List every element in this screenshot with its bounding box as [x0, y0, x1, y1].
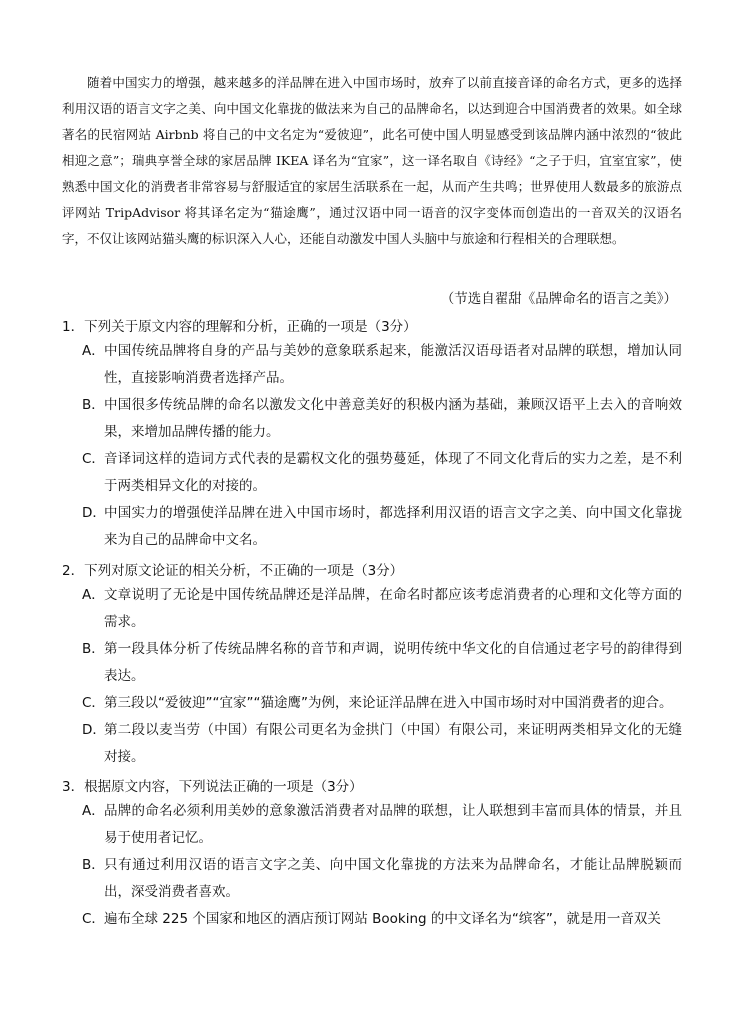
- passage-source: （节选自翟甜《品牌命名的语言之美》）: [440, 291, 677, 307]
- option-c: [82, 446, 682, 500]
- option-text: 中国很多传统品牌的命名以激发文化中善意美好的积极内涵为基础，兼顾汉语平上去入的音响效果，来增加品牌传播的能力。: [104, 397, 682, 440]
- option-text: 音译词这样的造词方式代表的是霸权文化的强势蔓延，体现了不同文化背后的实力之差，是不利于两类相异文化的对接的。: [104, 451, 682, 494]
- option-letter: D．: [82, 505, 106, 521]
- question-stem: 2．下列对原文论证的相关分析，不正确的一项是（3分）: [62, 563, 404, 579]
- option-letter: D．: [82, 722, 106, 738]
- question-2: [62, 560, 682, 771]
- option-d: [82, 500, 682, 554]
- option-text: 中国实力的增强使洋品牌在进入中国市场时，都选择利用汉语的语言文字之美、向中国文化靠拢来为自己的品牌命中文名。: [104, 505, 682, 548]
- option-text: 第三段以“爱彼迎”“宜家”“猫途鹰”为例，来论证洋品牌在进入中国市场时对中国消费者的迎合。: [104, 695, 673, 711]
- option-letter: A．: [82, 343, 105, 359]
- question-stem: 1．下列关于原文内容的理解和分析，正确的一项是（3分）: [62, 319, 417, 335]
- option-text: 遍布全球 225 个国家和地区的酒店预订网站 Booking 的中文译名为“缤客”，就是用一音双关: [104, 911, 661, 927]
- option-b: [82, 852, 682, 906]
- option-b: [82, 392, 682, 446]
- option-letter: B．: [82, 857, 105, 873]
- question-stem: 3．根据原文内容，下列说法正确的一项是（3分）: [62, 779, 363, 795]
- option-a: [82, 338, 682, 392]
- option-d: [82, 717, 682, 771]
- option-text: 第二段以麦当劳（中国）有限公司更名为金拱门（中国）有限公司，来证明两类相异文化的无缝对接。: [104, 722, 682, 765]
- option-text: 品牌的命名必须利用美妙的意象激活消费者对品牌的联想，让人联想到丰富而具体的情景，并且易于使用者记忆。: [104, 803, 682, 846]
- option-letter: B．: [82, 641, 105, 657]
- option-a: [82, 582, 682, 636]
- option-text: 文章说明了无论是中国传统品牌还是洋品牌，在命名时都应该考虑消费者的心理和文化等方面的需求。: [104, 587, 682, 630]
- option-b: [82, 636, 682, 690]
- reading-passage: [62, 70, 682, 252]
- question-1: [62, 316, 682, 554]
- option-c: [82, 690, 682, 717]
- option-c: [82, 906, 682, 933]
- option-letter: A．: [82, 803, 105, 819]
- option-letter: C．: [82, 695, 105, 711]
- question-3: [62, 776, 682, 933]
- option-letter: C．: [82, 911, 105, 927]
- option-a: [82, 798, 682, 852]
- option-text: 只有通过利用汉语的语言文字之美、向中国文化靠拢的方法来为品牌命名，才能让品牌脱颖而出，深受消费者喜欢。: [104, 857, 682, 900]
- option-letter: B．: [82, 397, 105, 413]
- option-text: 中国传统品牌将自身的产品与美妙的意象联系起来，能激活汉语母语者对品牌的联想，增加认同性，直接影响消费者选择产品。: [104, 343, 682, 386]
- option-letter: C．: [82, 451, 105, 467]
- option-letter: A．: [82, 587, 105, 603]
- passage-paragraph: 随着中国实力的增强，越来越多的洋品牌在进入中国市场时，放弃了以前直接音译的命名方式，更多的选择利用汉语的语言文字之美、向中国文化靠拢的做法来为自己的品牌命名，以达到迎合中国消费者的效果。如全球著名的民宿网站 Airbnb 将自己的中文名定为“爱彼迎”，此名可使中国人明显感受到该品牌内涵中浓烈的“彼此相迎之意”；瑞典享誉全球的家居品牌 IKEA 译名为“宜家”，这一译名取自《诗经》“之子于归，宜室宜家”，使熟悉中国文化的消费者非常容易与舒服适宜的家居生活联系在一起，从而产生共鸣；世界使用人数最多的旅游点评网站 TripAdvisor 将其译名定为“猫途鹰”，通过汉语中同一语音的汉字变体而创造出的一音双关的汉语名字，不仅让该网站猫头鹰的标识深入人心，还能自动激发中国人头脑中与旅途和行程相关的合理联想。: [62, 75, 682, 246]
- option-text: 第一段具体分析了传统品牌名称的音节和声调，说明传统中华文化的自信通过老字号的韵律得到表达。: [104, 641, 682, 684]
